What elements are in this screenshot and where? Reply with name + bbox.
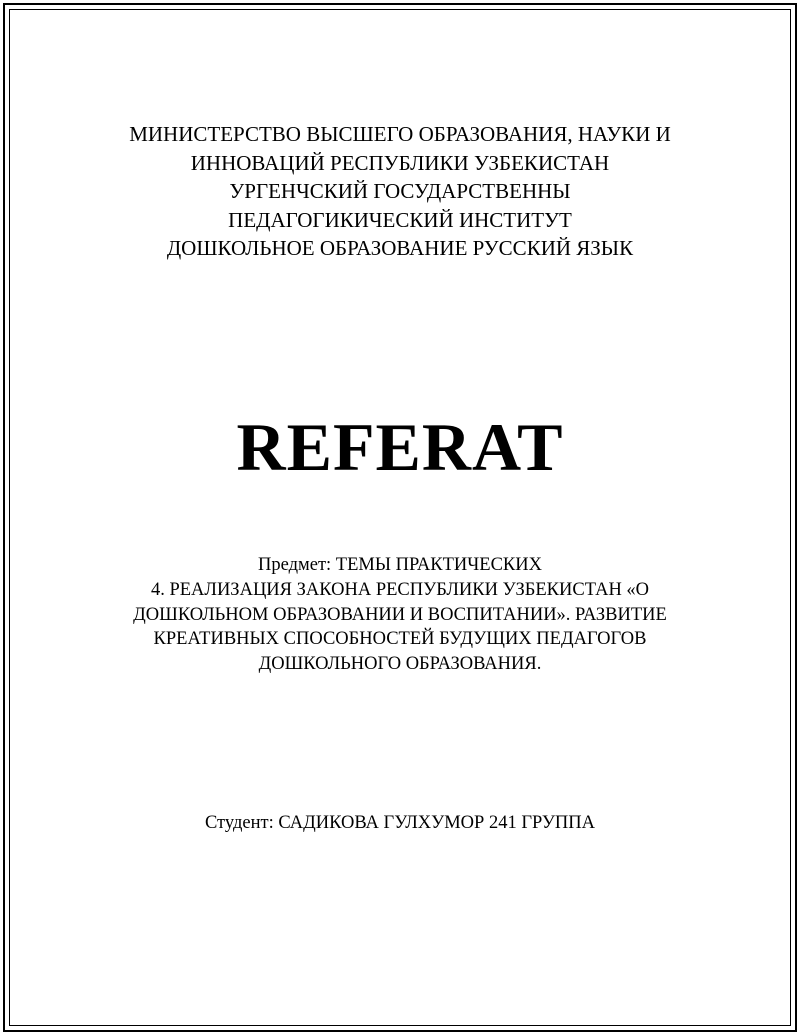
header-line: ИННОВАЦИЙ РЕСПУБЛИКИ УЗБЕКИСТАН: [190, 150, 610, 175]
subject-line: Предмет: ТЕМЫ ПРАКТИЧЕСКИХ: [258, 555, 542, 575]
header-line: ПЕДАГОГИКИЧЕСКИЙ ИНСТИТУТ: [228, 207, 572, 232]
document-title: REFERAT: [236, 409, 564, 485]
subject-line: КРЕАТИВНЫХ СПОСОБНОСТЕЙ БУДУЩИХ ПЕДАГОГОВ: [153, 629, 647, 650]
subject-line: ДОШКОЛЬНОГО ОБРАЗОВАНИЯ.: [258, 654, 542, 675]
subject-block: [0, 553, 800, 677]
subject-line: ДОШКОЛЬНОМ ОБРАЗОВАНИИ И ВОСПИТАНИИ». РАЗВИТИЕ: [133, 604, 667, 625]
header-line: ДОШКОЛЬНОЕ ОБРАЗОВАНИЕ РУССКИЙ ЯЗЫК: [166, 236, 634, 260]
student-line: Студент: САДИКОВА ГУЛХУМОР 241 ГРУППА: [204, 813, 596, 833]
institution-header: [0, 120, 800, 263]
header-line: УРГЕНЧСКИЙ ГОСУДАРСТВЕННЫ: [229, 179, 571, 203]
header-line: МИНИСТЕРСТВО ВЫСШЕГО ОБРАЗОВАНИЯ, НАУКИ И: [129, 122, 671, 146]
subject-line: 4. РЕАЛИЗАЦИЯ ЗАКОНА РЕСПУБЛИКИ УЗБЕКИСТАН «О: [150, 579, 650, 600]
